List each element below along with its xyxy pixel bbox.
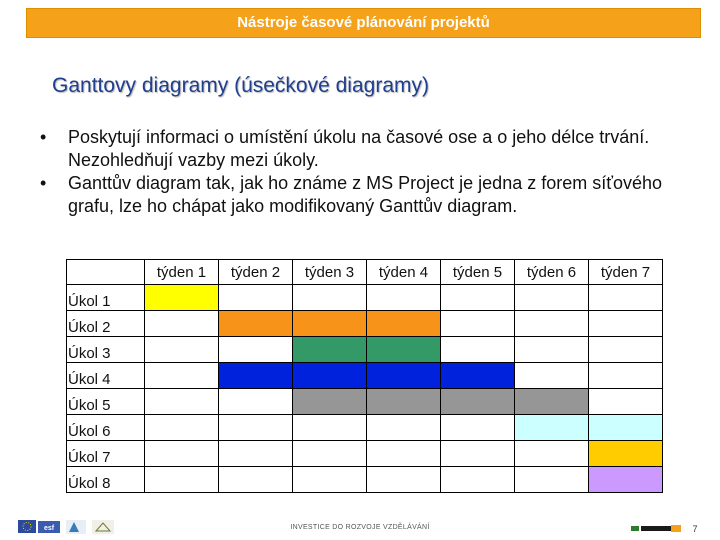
header-title: Nástroje časové plánování projektů: [237, 14, 490, 31]
gantt-bar-cell: [367, 311, 441, 337]
gantt-empty-cell: [441, 467, 515, 493]
gantt-empty-cell: [515, 311, 589, 337]
bullet-item: • Poskytují informaci o umístění úkolu na časové ose a o jeho délce trvání. Nezohledňují vazby mezi úkoly.: [40, 126, 700, 172]
gantt-empty-cell: [219, 285, 293, 311]
gantt-empty-cell: [293, 467, 367, 493]
gantt-empty-cell: [293, 441, 367, 467]
gantt-corner: [67, 260, 145, 285]
week-header: týden 6: [515, 260, 589, 285]
week-header: týden 4: [367, 260, 441, 285]
gantt-empty-cell: [145, 415, 219, 441]
slide-title: Ganttovy diagramy (úsečkové diagramy): [52, 74, 429, 97]
gantt-empty-cell: [293, 285, 367, 311]
task-label: Úkol 2: [67, 311, 145, 337]
week-header: týden 7: [589, 260, 663, 285]
footer: [0, 510, 720, 540]
gantt-task-row: [67, 415, 663, 441]
task-label: Úkol 8: [67, 467, 145, 493]
gantt-table: [66, 259, 663, 493]
gantt-empty-cell: [367, 467, 441, 493]
task-label: Úkol 4: [67, 363, 145, 389]
gantt-empty-cell: [293, 415, 367, 441]
gantt-bar-cell: [367, 363, 441, 389]
gantt-empty-cell: [589, 389, 663, 415]
gantt-header-row: [67, 260, 663, 285]
footer-text: INVESTICE DO ROZVOJE VZDĚLÁVÁNÍ: [290, 524, 430, 531]
gantt-bar-cell: [293, 337, 367, 363]
gantt-empty-cell: [219, 389, 293, 415]
gantt-empty-cell: [515, 285, 589, 311]
task-label: Úkol 6: [67, 415, 145, 441]
gantt-bar-cell: [441, 389, 515, 415]
project-logo-icon: [627, 518, 702, 538]
gantt-bar-cell: [515, 389, 589, 415]
task-label: Úkol 7: [67, 441, 145, 467]
gantt-bar-cell: [367, 389, 441, 415]
gantt-empty-cell: [515, 363, 589, 389]
gantt-empty-cell: [145, 441, 219, 467]
task-label: Úkol 3: [67, 337, 145, 363]
gantt-task-row: [67, 467, 663, 493]
gantt-task-row: [67, 285, 663, 311]
bullet-list: [40, 126, 700, 218]
gantt-empty-cell: [589, 311, 663, 337]
gantt-bar-cell: [219, 311, 293, 337]
week-header: týden 5: [441, 260, 515, 285]
gantt-bar-cell: [589, 415, 663, 441]
gantt-bar-cell: [293, 389, 367, 415]
gantt-empty-cell: [145, 337, 219, 363]
gantt-empty-cell: [441, 311, 515, 337]
gantt-task-row: [67, 441, 663, 467]
gantt-empty-cell: [145, 311, 219, 337]
gantt-empty-cell: [367, 415, 441, 441]
week-header: týden 2: [219, 260, 293, 285]
gantt-empty-cell: [219, 415, 293, 441]
gantt-empty-cell: [589, 285, 663, 311]
gantt-empty-cell: [589, 363, 663, 389]
gantt-empty-cell: [441, 337, 515, 363]
gantt-bar-cell: [367, 337, 441, 363]
svg-text:esf: esf: [43, 525, 55, 532]
gantt-empty-cell: [441, 285, 515, 311]
gantt-bar-cell: [589, 441, 663, 467]
gantt-empty-cell: [219, 337, 293, 363]
gantt-task-row: [67, 363, 663, 389]
gantt-empty-cell: [145, 389, 219, 415]
gantt-empty-cell: [589, 337, 663, 363]
gantt-empty-cell: [515, 337, 589, 363]
gantt-empty-cell: [515, 467, 589, 493]
task-label: Úkol 5: [67, 389, 145, 415]
eu-logos-icon: [18, 516, 118, 538]
gantt-empty-cell: [219, 441, 293, 467]
gantt-empty-cell: [219, 467, 293, 493]
gantt-empty-cell: [441, 441, 515, 467]
task-label: Úkol 1: [67, 285, 145, 311]
gantt-task-row: [67, 337, 663, 363]
gantt-task-row: [67, 311, 663, 337]
gantt-empty-cell: [367, 441, 441, 467]
week-header: týden 3: [293, 260, 367, 285]
header-bar: [26, 8, 701, 38]
gantt-bar-cell: [219, 363, 293, 389]
gantt-bar-cell: [293, 311, 367, 337]
gantt-bar-cell: [441, 363, 515, 389]
gantt-empty-cell: [145, 363, 219, 389]
gantt-bar-cell: [589, 467, 663, 493]
gantt-empty-cell: [367, 285, 441, 311]
gantt-bar-cell: [145, 285, 219, 311]
gantt-task-row: [67, 389, 663, 415]
bullet-item: • Ganttův diagram tak, jak ho známe z MS Project je jedna z forem síťového grafu, lze ho chápat jako modifikovaný Ganttův diagram.: [40, 172, 700, 218]
gantt-bar-cell: [293, 363, 367, 389]
gantt-empty-cell: [145, 467, 219, 493]
gantt-empty-cell: [441, 415, 515, 441]
week-header: týden 1: [145, 260, 219, 285]
gantt-empty-cell: [515, 441, 589, 467]
svg-text:7: 7: [692, 524, 698, 534]
gantt-bar-cell: [515, 415, 589, 441]
